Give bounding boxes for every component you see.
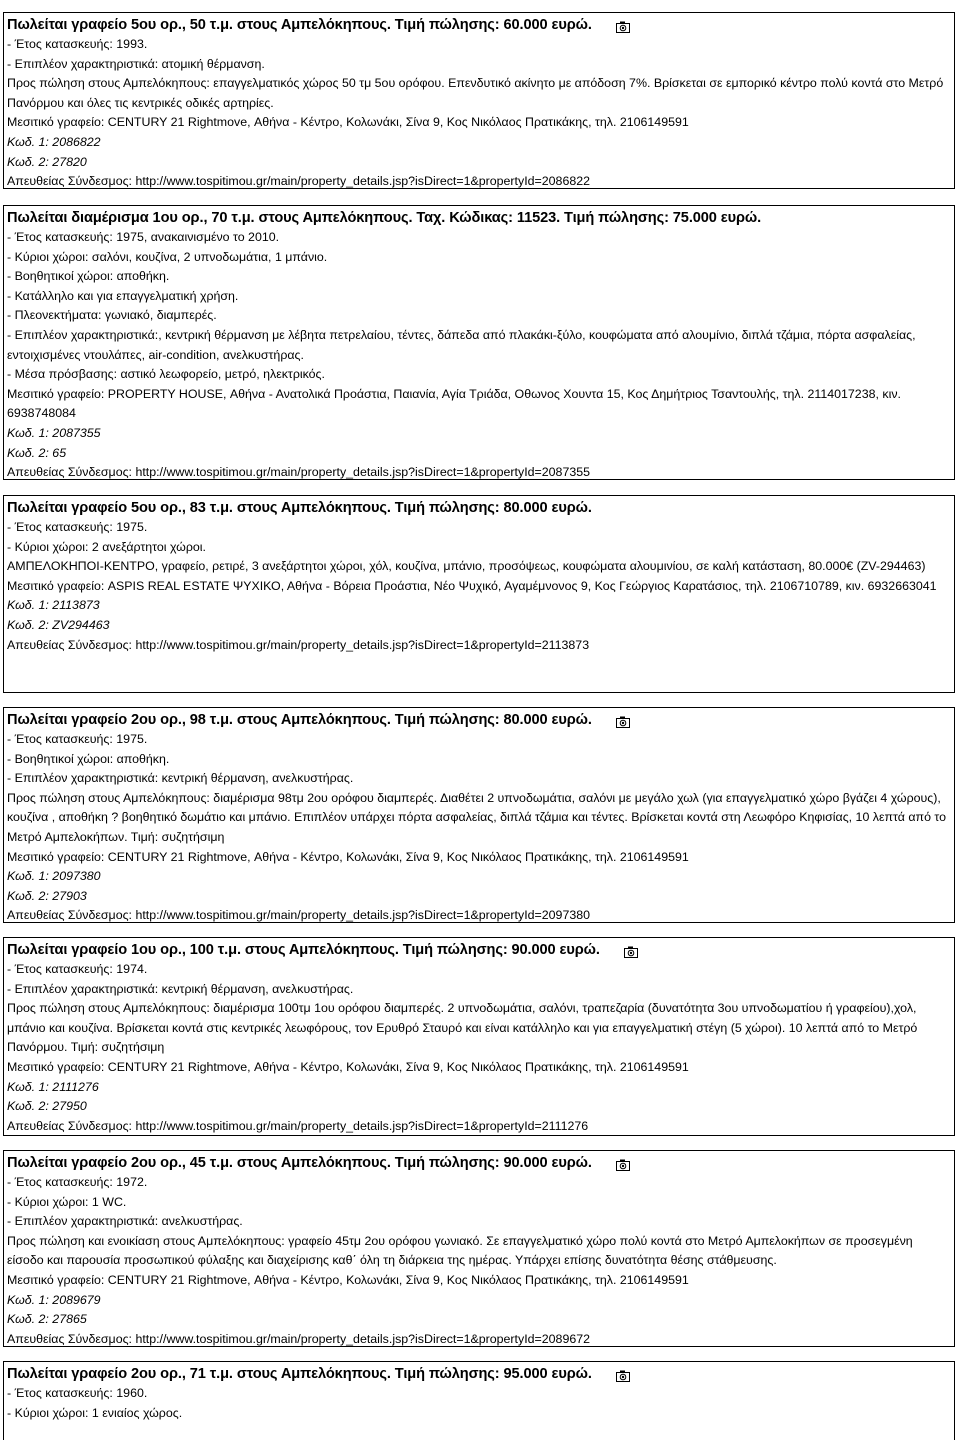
listing-title-text[interactable]: Πωλείται γραφείο 1ου ορ., 100 τ.μ. στους Αμπελόκηπους. Τιμή πώλησης: 90.000 ευρώ. <box>7 942 600 958</box>
code-1: Κωδ. 1: 2113873 <box>7 598 100 613</box>
code-2: Κωδ. 2: 27903 <box>7 888 87 903</box>
listing-4 <box>3 707 955 923</box>
camera-icon[interactable] <box>624 945 638 957</box>
camera-icon[interactable] <box>616 1369 630 1381</box>
listing-title-text[interactable]: Πωλείται γραφείο 2ου ορ., 45 τ.μ. στους Αμπελόκηπους. Τιμή πώλησης: 90.000 ευρώ. <box>7 1155 592 1171</box>
agency: Μεσιτικό γραφείο: PROPERTY HOUSE, Αθήνα - Ανατολικά Προάστια, Παιανία, Αγία Τριάδα, Οθωνος Χουντα 15, Κος Δημήτριος Τσαντουλής, τηλ. 2114017238, κιν. 6938748084 <box>7 386 901 421</box>
year-built: - Έτος κατασκευής: 1975. <box>7 732 148 746</box>
code-2: Κωδ. 2: 27950 <box>7 1099 87 1114</box>
advantages: - Πλεονεκτήματα: γωνιακό, διαμπερές. <box>7 308 217 323</box>
direct-link[interactable]: Απευθείας Σύνδεσμος: http://www.tospitimou.gr/main/property_details.jsp?isDirect=1&propertyId=2089672 <box>7 1331 591 1346</box>
camera-icon[interactable] <box>616 715 630 727</box>
direct-link[interactable]: Απευθείας Σύνδεσμος: http://www.tospitimou.gr/main/property_details.jsp?isDirect=1&propertyId=2113873 <box>7 637 590 652</box>
main-rooms: - Κύριοι χώροι: 2 ανεξάρτητοι χώροι. <box>7 539 206 554</box>
listing-7 <box>3 1361 955 1440</box>
transport: - Μέσα πρόσβασης: αστικό λεωφορείο, μετρό, ηλεκτρικός. <box>7 367 325 382</box>
code-2: Κωδ. 2: 27865 <box>7 1312 87 1327</box>
listing-title-text[interactable]: Πωλείται διαμέρισμα 1ου ορ., 70 τ.μ. στους Αμπελόκηπους. Ταχ. Κώδικας: 11523. Τιμή πώλησης: 75.000 ευρώ. <box>7 210 762 226</box>
extra-features: - Επιπλέον χαρακτηριστικά: κεντρική θέρμανση, ανελκυστήρας. <box>7 981 354 996</box>
code-1: Κωδ. 1: 2086822 <box>7 134 101 149</box>
agency: Μεσιτικό γραφείο: CENTURY 21 Rightmove, Αθήνα - Κέντρο, Κολωνάκι, Σίνα 9, Κος Νικόλαος Πρατικάκης, τηλ. 2106149591 <box>7 115 689 130</box>
direct-link[interactable]: Απευθείας Σύνδεσμος: http://www.tospitimou.gr/main/property_details.jsp?isDirect=1&propertyId=2087355 <box>7 465 591 480</box>
description: Προς πώληση στους Αμπελόκηπους: επαγγελματικός χώρος 50 τμ 5ου ορόφου. Επενδυτικό ακίνητο με απόδοση 7%. Βρίσκεται σε εμπορικό κέντρο πολύ κοντά στο Μετρό Πανόρμου και όλες τις κεντρικές οδικές αρτηρίες. <box>7 76 944 110</box>
listing-title[interactable] <box>7 499 954 518</box>
description: Προς πώληση στους Αμπελόκηπους: διαμέρισμα 98τμ 2ου ορόφου διαμπερές. Διαθέτει 2 υπνοδωμάτια, σαλόνι με μεγάλο χωλ (για επαγγελματικό χώρο βγάζει 4 χώρους), κουζίνα , αποθήκη ? βοηθητικό δωμάτιο και μπάνιο. Επιπλέον υπάρχει πόρτα ασφαλείας, διπλά τζάμια και τέντες. Βρίσκεται κοντά στη Λεωφόρο Κηφισίας, 10 λεπτά από το Μετρό Αμπελοκήπων. Τιμή: συζητήσιμη <box>7 790 947 844</box>
extra-features: - Επιπλέον χαρακτηριστικά: ανελκυστήρας. <box>7 1214 243 1229</box>
listing-title[interactable] <box>7 711 954 730</box>
description: Προς πώληση στους Αμπελόκηπους: διαμέρισμα 100τμ 1ου ορόφου διαμπερές. 2 υπνοδωμάτια, σαλόνι, τραπεζαρία (δυνατότητα 3ου υπνοδωματίου ή γραφείου),χολ, μπάνιο και κουζίνα. Βρίσκεται κοντά στις κεντρικές λεωφόρους, τον Ερυθρό Σταυρό και είναι κατάλληλο και για επαγγελματική στέγη (5 χώροι). 10 λεπτά από το Μετρό Πανόρμου. Τιμή: συζητήσιμη <box>7 1001 918 1055</box>
main-rooms: - Κύριοι χώροι: σαλόνι, κουζίνα, 2 υπνοδωμάτια, 1 μπάνιο. <box>7 249 328 264</box>
code-1: Κωδ. 1: 2087355 <box>7 425 101 440</box>
code-1: Κωδ. 1: 2111276 <box>7 1079 99 1094</box>
year-built: - Έτος κατασκευής: 1975. <box>7 520 148 534</box>
extra-features: - Επιπλέον χαρακτηριστικά: ατομική θέρμανση. <box>7 56 265 71</box>
year-built: - Έτος κατασκευής: 1993. <box>7 37 148 51</box>
camera-icon[interactable] <box>616 20 630 32</box>
code-2: Κωδ. 2: 65 <box>7 445 67 460</box>
year-built: - Έτος κατασκευής: 1974. <box>7 962 148 976</box>
professional-use: - Κατάλληλο και για επαγγελματική χρήση. <box>7 288 239 303</box>
direct-link[interactable]: Απευθείας Σύνδεσμος: http://www.tospitimou.gr/main/property_details.jsp?isDirect=1&propertyId=2086822 <box>7 174 591 189</box>
description: Προς πώληση και ενοικίαση στους Αμπελόκηπους: γραφείο 45τμ 2ου ορόφου γωνιακό. Σε επαγγελματικό χώρο πολύ κοντά στο Μετρό Αμπελοκήπων σε προσεγμένη είσοδο και παρουσία προσωπικού φύλαξης και διαχείρισης καθ΄ όλη τη διάρκεια της ημέρας. Υπάρχει επίσης δυνατότητα θέσης στάθμευσης. <box>7 1233 913 1268</box>
extra-features: - Επιπλέον χαρακτηριστικά:, κεντρική θέρμανση με λέβητα πετρελαίου, τέντες, δάπεδα από πλακάκι-ξύλο, κουφώματα από αλουμίνιο, διπλά τζάμια, πόρτα ασφαλείας, εντοιχισμένες ντουλάπες, air-condition, ανελκυστήρας. <box>7 327 916 362</box>
year-built: - Έτος κατασκευής: 1960. <box>7 1386 148 1400</box>
listing-title[interactable] <box>7 1154 954 1173</box>
agency: Μεσιτικό γραφείο: CENTURY 21 Rightmove, Αθήνα - Κέντρο, Κολωνάκι, Σίνα 9, Κος Νικόλαος Πρατικάκης, τηλ. 2106149591 <box>7 1272 689 1287</box>
code-1: Κωδ. 1: 2097380 <box>7 869 101 884</box>
direct-link[interactable]: Απευθείας Σύνδεσμος: http://www.tospitimou.gr/main/property_details.jsp?isDirect=1&propertyId=2111276 <box>7 1118 589 1133</box>
listing-1 <box>3 12 955 189</box>
description: ΑΜΠΕΛΟΚΗΠΟΙ-ΚΕΝΤΡΟ, γραφείο, ρετιρέ, 3 ανεξάρτητοι χώροι, χόλ, κουζίνα, μπάνιο, προσόψεως, κουφώματα αλουμινίου, σε καλή κατάσταση, 80.000€ (ZV-294463) <box>7 559 926 574</box>
listing-title-text[interactable]: Πωλείται γραφείο 2ου ορ., 98 τ.μ. στους Αμπελόκηπους. Τιμή πώλησης: 80.000 ευρώ. <box>7 712 592 728</box>
camera-icon[interactable] <box>616 1158 630 1170</box>
listing-2 <box>3 205 955 480</box>
listing-title-text[interactable]: Πωλείται γραφείο 5ου ορ., 83 τ.μ. στους Αμπελόκηπους. Τιμή πώλησης: 80.000 ευρώ. <box>7 500 592 516</box>
agency: Μεσιτικό γραφείο: CENTURY 21 Rightmove, Αθήνα - Κέντρο, Κολωνάκι, Σίνα 9, Κος Νικόλαος Πρατικάκης, τηλ. 2106149591 <box>7 1059 689 1074</box>
code-2: Κωδ. 2: 27820 <box>7 154 87 169</box>
listing-title-text[interactable]: Πωλείται γραφείο 5ου ορ., 50 τ.μ. στους Αμπελόκηπους. Τιμή πώλησης: 60.000 ευρώ. <box>7 17 592 33</box>
listing-6 <box>3 1150 955 1347</box>
listing-3 <box>3 495 955 693</box>
main-rooms: - Κύριοι χώροι: 1 ενιαίος χώρος. <box>7 1405 183 1420</box>
listing-title-text[interactable]: Πωλείται γραφείο 2ου ορ., 71 τ.μ. στους Αμπελόκηπους. Τιμή πώλησης: 95.000 ευρώ. <box>7 1366 592 1382</box>
listing-5 <box>3 937 955 1136</box>
direct-link[interactable]: Απευθείας Σύνδεσμος: http://www.tospitimou.gr/main/property_details.jsp?isDirect=1&propertyId=2097380 <box>7 908 591 923</box>
code-2: Κωδ. 2: ZV294463 <box>7 617 110 632</box>
listing-title[interactable] <box>7 941 954 960</box>
listing-title[interactable] <box>7 209 954 228</box>
auxiliary-rooms: - Βοηθητικοί χώροι: αποθήκη. <box>7 751 170 766</box>
listing-title[interactable] <box>7 16 954 35</box>
listing-title[interactable] <box>7 1365 954 1384</box>
auxiliary-rooms: - Βοηθητικοί χώροι: αποθήκη. <box>7 269 170 284</box>
year-built: - Έτος κατασκευής: 1972. <box>7 1175 148 1189</box>
agency: Μεσιτικό γραφείο: CENTURY 21 Rightmove, Αθήνα - Κέντρο, Κολωνάκι, Σίνα 9, Κος Νικόλαος Πρατικάκης, τηλ. 2106149591 <box>7 849 689 864</box>
main-rooms: - Κύριοι χώροι: 1 WC. <box>7 1194 127 1209</box>
code-1: Κωδ. 1: 2089679 <box>7 1292 101 1307</box>
agency: Μεσιτικό γραφείο: ASPIS REAL ESTATE ΨΥΧΙΚΟ, Αθήνα - Βόρεια Προάστια, Νέο Ψυχικό, Αγαμέμνονος 9, Κος Γεώργιος Καρατάσιος, τηλ. 2106710789, κιν. 6932663041 <box>7 578 937 593</box>
extra-features: - Επιπλέον χαρακτηριστικά: κεντρική θέρμανση, ανελκυστήρας. <box>7 771 354 786</box>
year-built: - Έτος κατασκευής: 1975, ανακαινισμένο το 2010. <box>7 230 280 244</box>
